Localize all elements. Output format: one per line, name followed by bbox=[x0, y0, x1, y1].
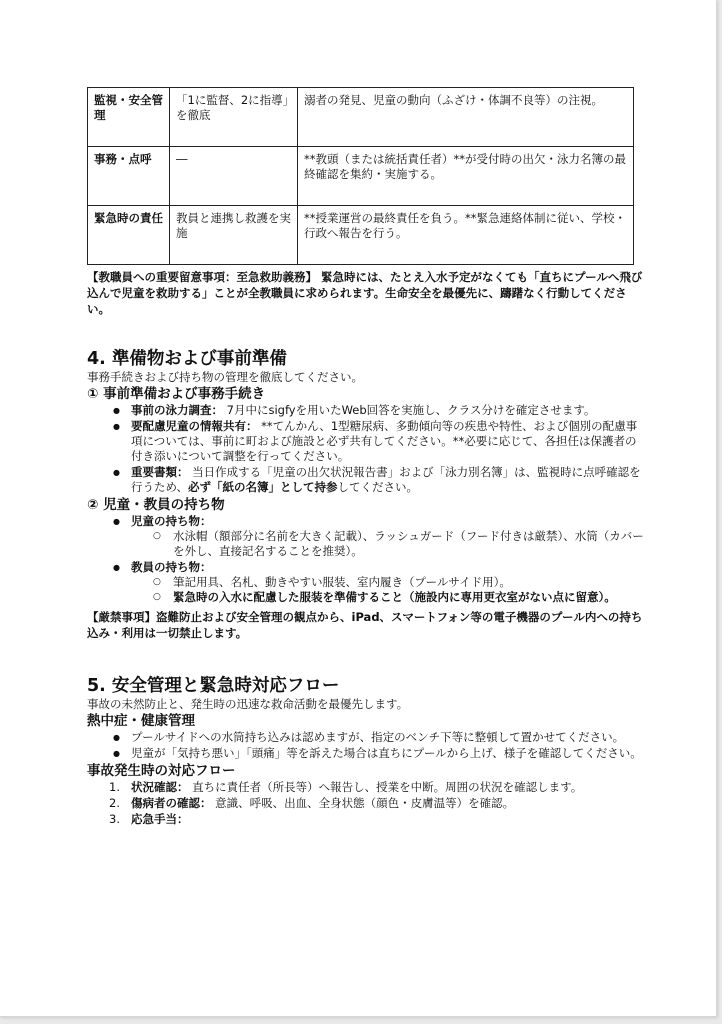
list-item bbox=[87, 514, 647, 559]
subsection-title: ② 児童・教員の持ち物 bbox=[87, 497, 225, 513]
section-5 bbox=[87, 675, 647, 827]
table-row bbox=[88, 147, 634, 206]
list-item-label: 重要書類： bbox=[131, 465, 189, 479]
section-4-title: 4. 準備物および事前準備 bbox=[87, 349, 287, 369]
sub-list bbox=[131, 529, 647, 559]
prohibition-notice: 【厳禁事項】盗難防止および安全管理の観点から、iPad、スマートフォン等の電子機器のプール内への持ち込み・利用は一切禁止します。 bbox=[87, 610, 643, 640]
list-item-label: 応急手当： bbox=[131, 812, 189, 826]
table-cell-staff: 「1に監督、2に指導」を徹底 bbox=[170, 88, 298, 147]
section-4-lead: 事務手続きおよび持ち物の管理を徹底してください。 bbox=[87, 370, 363, 384]
sub-list-item: ○ 緊急時の入水に配慮した服装を準備すること（施設内に専用更衣室がない点に留意）。 bbox=[131, 590, 647, 605]
list-item: ● プールサイドへの水筒持ち込みは認めますが、指定のベンチ下等に整頓して置かせてください。 bbox=[87, 730, 647, 745]
list-item bbox=[87, 812, 647, 827]
list-item-emphasis: 必ず「紙の名簿」として持参 bbox=[188, 480, 338, 494]
document-content bbox=[87, 87, 647, 828]
table-cell-staff: 教員と連携し救護を実施 bbox=[170, 206, 298, 265]
list-item-text: **てんかん、1型糖尿病、多動傾向等の疾患や特性、および個別の配慮事項については、事前に町および施設と必ず共有してください。**必要に応じて、各担任は保護者の付き添いについて調整を行ってください。 bbox=[131, 419, 638, 463]
step-number: 1. bbox=[109, 780, 120, 794]
health-list bbox=[87, 730, 647, 761]
table-row bbox=[88, 206, 634, 265]
sub-list bbox=[131, 575, 647, 605]
list-item-label: 要配慮児童の情報共有： bbox=[131, 419, 258, 433]
list-item bbox=[87, 780, 647, 795]
list-item bbox=[87, 419, 647, 464]
list-item-label: 事前の泳力調査： bbox=[131, 403, 223, 417]
list-item bbox=[87, 403, 647, 418]
subsection-title: ① 事前準備および事務手続き bbox=[87, 386, 266, 402]
sub-list-item: ○ 筆記用具、名札、動きやすい服装、室内履き（プールサイド用）。 bbox=[131, 575, 647, 590]
list-item-text: 意識、呼吸、出血、全身状態（顔色・皮膚温等）を確認。 bbox=[211, 796, 515, 810]
table-cell-teacher: 溺者の発見、児童の動向（ふざけ・体調不良等）の注視。 bbox=[298, 88, 634, 147]
step-number: 3. bbox=[109, 812, 120, 826]
table-cell-role: 事務・点呼 bbox=[88, 147, 170, 206]
list-item-label: 教員の持ち物： bbox=[131, 560, 212, 574]
duty-table bbox=[87, 87, 634, 265]
table-cell-role: 緊急時の責任 bbox=[88, 206, 170, 265]
list-item-tail: してください。 bbox=[337, 480, 419, 494]
prep-list bbox=[87, 403, 647, 495]
subsection-title: 熱中症・健康管理 bbox=[87, 713, 195, 729]
staff-notice: 【教職員への重要留意事項：至急救助義務】 緊急時には、たとえ入水予定がなくても「直ちにプールへ飛び込んで児童を救助する」ことが全教職員に求められます。生命安全を最優先に、躊躇なく行動してください。 bbox=[87, 270, 643, 316]
list-item-label: 傷病者の確認： bbox=[131, 796, 212, 810]
section-5-lead: 事故の未然防止と、発生時の迅速な救命活動を最優先します。 bbox=[87, 697, 409, 711]
section-4 bbox=[87, 348, 647, 641]
table-cell-staff: ― bbox=[170, 147, 298, 206]
table-cell-teacher: **授業運営の最終責任を負う。**緊急連絡体制に従い、学校・行政へ報告を行う。 bbox=[298, 206, 634, 265]
list-item bbox=[87, 560, 647, 605]
belongings-list bbox=[87, 514, 647, 605]
table-row bbox=[88, 88, 634, 147]
list-item bbox=[87, 796, 647, 811]
table-cell-teacher: **教頭（または統括責任者）**が受付時の出欠・泳力名簿の最終確認を集約・実施する。 bbox=[298, 147, 634, 206]
list-item-text: 7月中にsigfyを用いたWeb回答を実施し、クラス分けを確定させます。 bbox=[223, 403, 596, 417]
list-item-label: 児童の持ち物： bbox=[131, 514, 212, 528]
list-item bbox=[87, 465, 647, 495]
sub-list-item: ○ 水泳帽（額部分に名前を大きく記載）、ラッシュガード（フード付きは厳禁）、水筒（カバーを外し、直接記名することを推奨）。 bbox=[131, 529, 647, 559]
list-item-text: 直ちに責任者（所長等）へ報告し、授業を中断。周囲の状況を確認します。 bbox=[188, 780, 583, 794]
section-5-title: 5. 安全管理と緊急時対応フロー bbox=[87, 676, 340, 696]
response-flow-list bbox=[87, 780, 647, 827]
list-item: ● 児童が「気持ち悪い」「頭痛」等を訴えた場合は直ちにプールから上げ、様子を確認してください。 bbox=[87, 746, 647, 761]
list-item-text: 当日作成する「児童の出欠状況報告書」および「泳力別名簿」は、監視時に点呼確認を行うため、 bbox=[131, 465, 641, 494]
list-item-label: 状況確認： bbox=[131, 780, 189, 794]
table-cell-role: 監視・安全管理 bbox=[88, 88, 170, 147]
step-number: 2. bbox=[109, 796, 120, 810]
subsection-title: 事故発生時の対応フロー bbox=[87, 763, 236, 779]
